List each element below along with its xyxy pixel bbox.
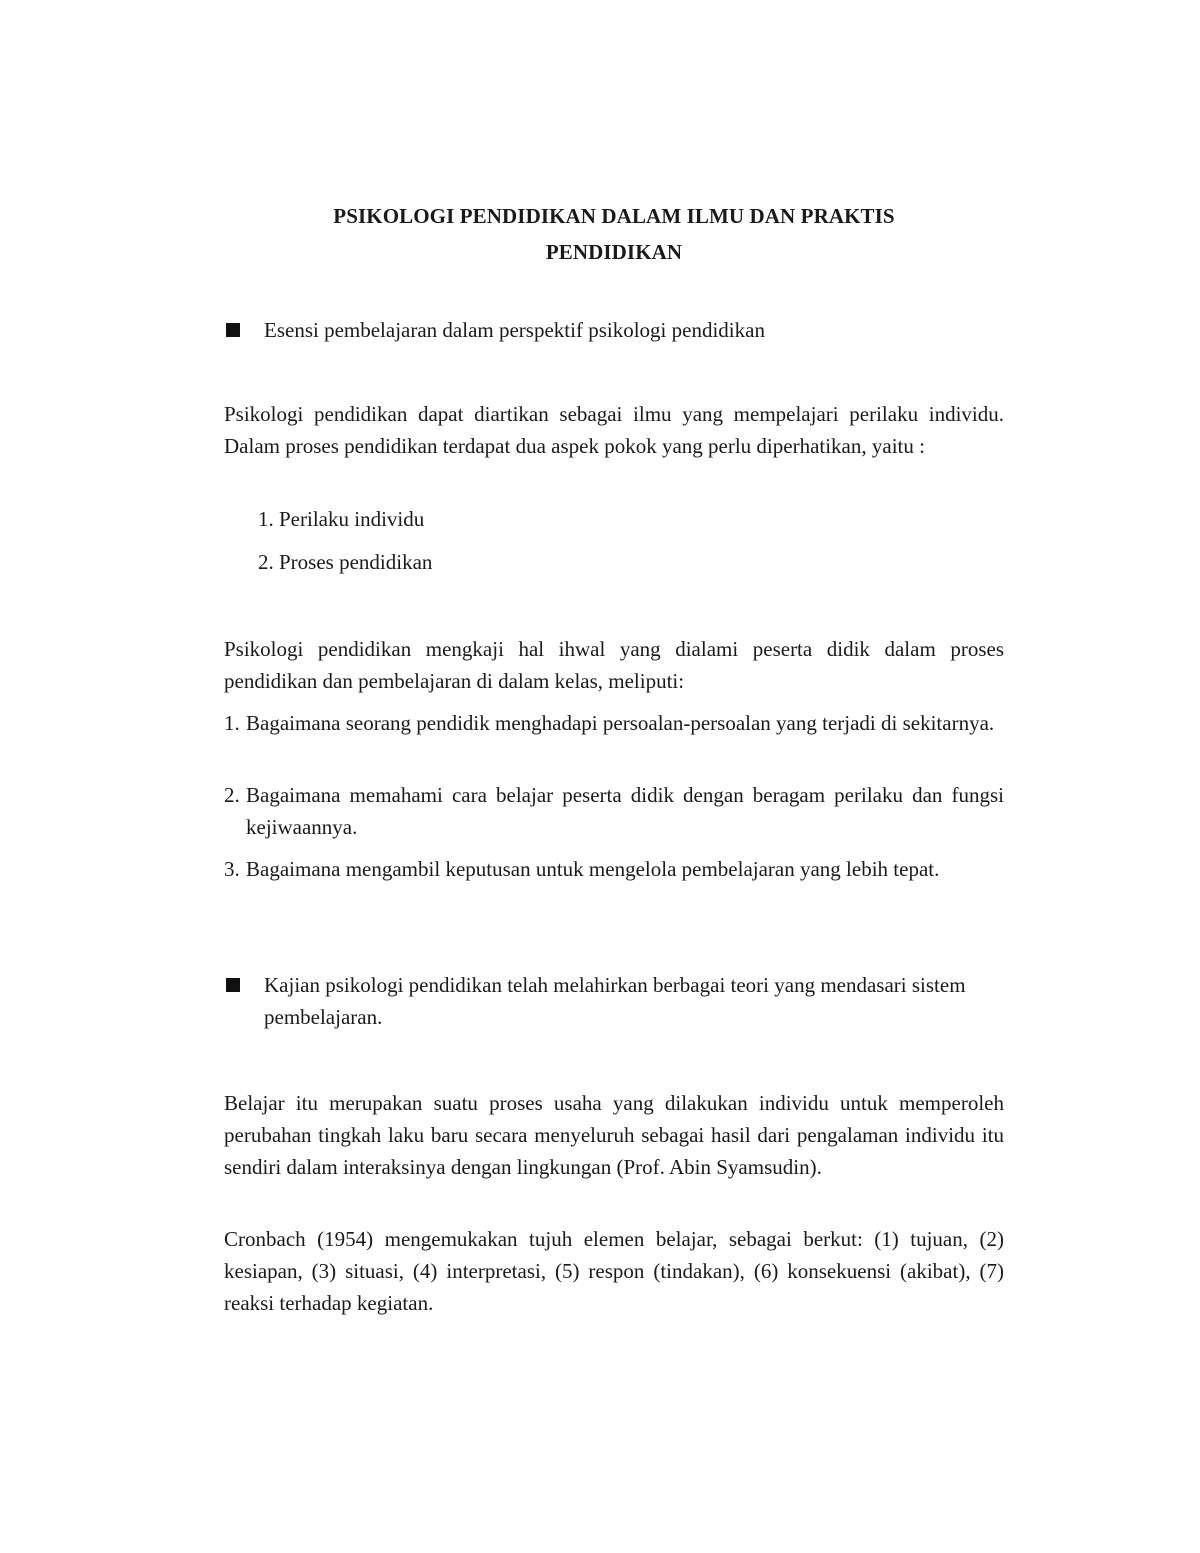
list-text: Proses pendidikan (279, 550, 433, 574)
bullet-item-essence (224, 314, 1004, 346)
list-item (224, 779, 1004, 843)
paragraph-scope: Psikologi pendidikan mengkaji hal ihwal yang dialami peserta didik dalam proses pendidikan dan pembelajaran di dalam kelas, meliputi: (224, 637, 1004, 693)
list-number: 1. (258, 507, 274, 531)
list-item (258, 546, 432, 578)
paragraph-learning-definition: Belajar itu merupakan suatu proses usaha yang dilakukan individu untuk memperoleh perubahan tingkah laku baru secara menyeluruh sebagai hasil dari pengalaman individu itu sendiri dalam interaksinya dengan lingkungan (Prof. Abin Syamsudin). (224, 1091, 1004, 1179)
bullet-text: Kajian psikologi pendidikan telah melahirkan berbagai teori yang mendasari sistem pembelajaran. (264, 973, 966, 1029)
list-text: Bagaimana mengambil keputusan untuk mengelola pembelajaran yang lebih tepat. (246, 857, 940, 881)
list-text: Perilaku individu (279, 507, 425, 531)
bullet-text: Esensi pembelajaran dalam perspektif psikologi pendidikan (264, 318, 765, 342)
paragraph-definition: Psikologi pendidikan dapat diartikan sebagai ilmu yang mempelajari perilaku individu. Dalam proses pendidikan terdapat dua aspek pokok yang perlu diperhatikan, yaitu : (224, 402, 1004, 458)
list-number: 2. (224, 783, 240, 807)
list-text: Bagaimana memahami cara belajar peserta didik dengan beragam perilaku dan fungsi kejiwaannya. (246, 783, 1004, 839)
title-line-2: PENDIDIKAN (545, 240, 683, 264)
bullet-item-theories (224, 969, 1004, 1033)
paragraph-cronbach: Cronbach (1954) mengemukakan tujuh elemen belajar, sebagai berkut: (1) tujuan, (2) kesiapan, (3) situasi, (4) interpretasi, (5) respon (tindakan), (6) konsekuensi (akibat), (7) reaksi terhadap kegiatan. (224, 1227, 1004, 1315)
list-number: 1. (224, 711, 240, 735)
list-text: Bagaimana seorang pendidik menghadapi persoalan-persoalan yang terjadi di sekitarnya. (246, 711, 995, 735)
list-number: 3. (224, 857, 240, 881)
document-title (224, 198, 1004, 270)
list-item (224, 853, 1004, 885)
square-bullet-icon (226, 978, 240, 992)
list-item (258, 503, 424, 535)
title-line-1: PSIKOLOGI PENDIDIKAN DALAM ILMU DAN PRAKTIS (333, 204, 895, 228)
square-bullet-icon (226, 323, 240, 337)
list-number: 2. (258, 550, 274, 574)
list-item (224, 707, 1004, 739)
